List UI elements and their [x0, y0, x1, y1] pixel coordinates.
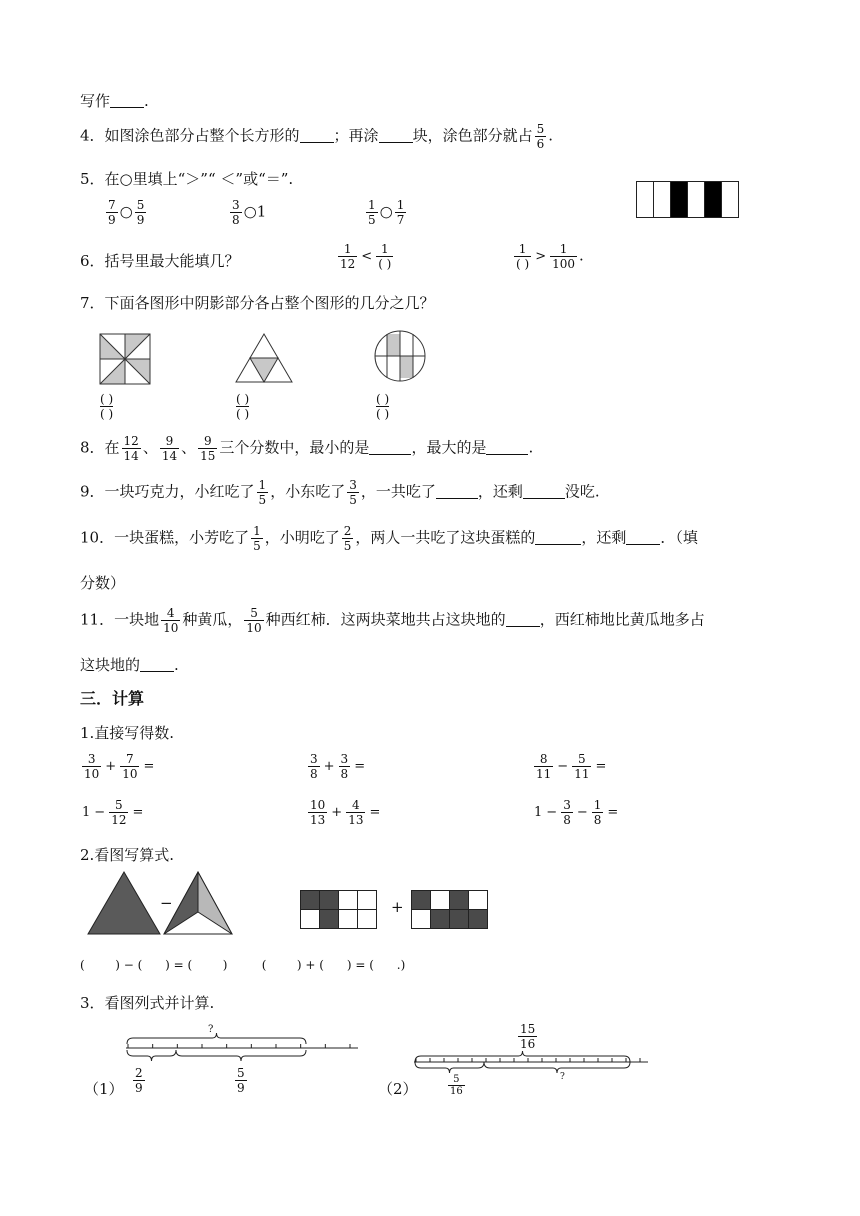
calc-1-expr: $\frac{8}{11}$ − $\frac{5}{11}$ = [536, 752, 607, 781]
brace [127, 1050, 176, 1061]
question-9: 9．一块巧克力，小红吃了 $\frac{1}{5}$ ，小东吃了 $\frac{3}{5}$ ，一共吃了 ，还剩 没吃. [80, 478, 600, 507]
answer-blank[interactable] [506, 612, 540, 627]
calc-1-expr: 1 − $\frac{5}{12}$ = [82, 798, 144, 827]
blank-cell [654, 182, 671, 218]
fraction: $\frac{9}{14}$ [161, 434, 178, 463]
calc-2-title: 2.看图写算式. [80, 846, 175, 864]
grid-figure-1 [300, 890, 377, 929]
fraction: $\frac{12}{14}$ [123, 434, 139, 463]
q7-answer-2[interactable]: ( ) ( ) [236, 392, 250, 421]
q3-tail: 写作 . [80, 92, 149, 110]
fraction: $\frac{5}{9}$ [136, 198, 145, 227]
answer-blank[interactable] [523, 484, 565, 499]
q6-expr-1: $\frac{1}{12}$ < $\frac{1}{( )}$ [340, 242, 392, 271]
q7-answer-3[interactable]: ( ) ( ) [376, 392, 390, 421]
blank-cell [339, 891, 358, 910]
fraction: $\frac{1}{7}$ [396, 198, 405, 227]
fraction-label: $\frac{5}{16}$ [450, 1074, 463, 1097]
compare-circle[interactable]: ○ [379, 202, 393, 221]
question-7-prompt: 7．下面各图形中阴影部分各占整个图形的几分之几？ [80, 294, 435, 312]
plus-sign: + [391, 898, 404, 916]
brace [415, 1062, 484, 1073]
question-4: 4．如图涂色部分占整个长方形的 ；再涂 块，涂色部分就占 $\frac{5}{6}$ . [80, 122, 553, 151]
brace [127, 1033, 306, 1044]
number-line-1 [126, 1026, 362, 1060]
calc-1-expr: $\frac{3}{8}$ + $\frac{3}{8}$ = [310, 752, 366, 781]
question-11: 11．一块地 $\frac{4}{10}$ 种黄瓜， $\frac{5}{10}$ 种西红柿．这两块菜地共占这块地的 ，西红柿地比黄瓜地多占 [80, 606, 705, 635]
answer-blank[interactable] [369, 440, 411, 455]
fraction: $\frac{7}{9}$ [108, 198, 116, 227]
shaded-triangle-figure [88, 872, 160, 934]
shaded-cell [412, 891, 431, 910]
blank-cell [722, 182, 739, 218]
shaded-cell [671, 182, 688, 218]
question-6-prompt: 6．括号里最大能填几？ [80, 252, 240, 270]
q5-item-2: $\frac{3}{8}$ ○1 [232, 198, 267, 227]
q5-item-1 [104, 198, 148, 227]
fraction: $\frac{1}{12}$ [340, 242, 356, 271]
blank-cell [637, 182, 654, 218]
q5-item-3 [364, 198, 408, 227]
calc-2-answer-line[interactable]: ( ) − ( ) = ( ) ( ) + ( ) = ( .) [80, 958, 406, 972]
square-pinwheel-figure [100, 334, 150, 384]
question-mark: ? [560, 1072, 565, 1082]
fraction-label: $\frac{5}{9}$ [237, 1066, 245, 1095]
blank-cell [358, 910, 377, 929]
blank-cell [412, 910, 431, 929]
shaded-cell [301, 891, 320, 910]
fraction: $\frac{1}{5}$ [253, 524, 261, 553]
answer-blank[interactable] [140, 657, 174, 672]
fraction: $\frac{5}{10}$ [246, 606, 262, 635]
calc-3-title: 3．看图列式并计算. [80, 994, 215, 1012]
answer-blank[interactable] [626, 530, 660, 545]
compare-circle[interactable]: ○ [243, 202, 257, 221]
fraction: $\frac{2}{5}$ [343, 524, 352, 553]
answer-blank[interactable] [110, 93, 144, 108]
fraction: $\frac{9}{15}$ [200, 434, 216, 463]
fraction-label: $\frac{2}{9}$ [135, 1066, 143, 1095]
diagram-1-label: （1） [84, 1080, 124, 1098]
section-3-title: 三．计算 [80, 689, 145, 708]
q7-answer-1[interactable]: ( ) ( ) [100, 392, 114, 421]
blank-cell [431, 891, 450, 910]
shaded-cell [450, 891, 469, 910]
circle-figure [374, 330, 426, 382]
diagram-2-label: （2） [378, 1080, 418, 1098]
fraction: $\frac{3}{5}$ [349, 478, 357, 507]
question-mark: ? [208, 1024, 214, 1035]
brace [176, 1050, 306, 1061]
answer-blank[interactable] [300, 128, 334, 143]
shaded-rectangle-strip [636, 181, 739, 218]
shaded-cell [320, 910, 339, 929]
fraction: $\frac{1}{5}$ [368, 198, 376, 227]
fraction-blank-denominator[interactable]: $\frac{1}{( )}$ [516, 242, 530, 271]
answer-blank[interactable] [535, 530, 581, 545]
blank-cell [358, 891, 377, 910]
question-10-line2: 分数） [80, 574, 126, 592]
question-10: 10．一块蛋糕，小芳吃了 $\frac{1}{5}$ ，小明吃了 $\frac{2}{5}$ ，两人一共吃了这块蛋糕的 ，还剩 ．（填 [80, 524, 698, 553]
blank-cell [469, 891, 488, 910]
shaded-cell [705, 182, 722, 218]
question-11-line2: 这块地的 . [80, 656, 179, 674]
fraction-blank-denominator[interactable]: $\frac{1}{( )}$ [378, 242, 392, 271]
shaded-cell [469, 910, 488, 929]
answer-blank[interactable] [436, 484, 478, 499]
fraction: $\frac{3}{8}$ [232, 198, 240, 227]
answer-blank[interactable] [379, 128, 413, 143]
brace [484, 1062, 630, 1073]
fraction-label: $\frac{15}{16}$ [520, 1022, 536, 1051]
calc-1-expr: 1 − $\frac{3}{8}$ − $\frac{1}{8}$ = [534, 798, 619, 827]
calc-1-expr: $\frac{3}{10}$ + $\frac{7}{10}$ = [84, 752, 155, 781]
q6-expr-2: $\frac{1}{( )}$ > $\frac{1}{100}$ . [516, 242, 584, 271]
triangle-figure [236, 334, 292, 382]
question-5-prompt: 5．在○里填上“＞”“ ＜”或“＝”. [80, 170, 294, 188]
fraction: $\frac{1}{5}$ [258, 478, 267, 507]
answer-blank[interactable] [486, 440, 528, 455]
question-8: 8．在 $\frac{12}{14}$ 、 $\frac{9}{14}$ 、 $\frac{9}{15}$ 三个分数中，最小的是 ，最大的是 . [80, 434, 534, 463]
blank-cell [688, 182, 705, 218]
fraction: $\frac{4}{10}$ [163, 606, 179, 635]
grid-figure-2 [411, 890, 488, 929]
shaded-cell [450, 910, 469, 929]
fraction: $\frac{1}{100}$ [552, 242, 575, 271]
blank-cell [339, 910, 358, 929]
shaded-cell [320, 891, 339, 910]
fraction: $\frac{5}{6}$ [536, 122, 545, 151]
compare-circle[interactable]: ○ [119, 202, 133, 221]
blank-cell [301, 910, 320, 929]
partly-shaded-triangle-figure [164, 872, 232, 934]
minus-sign: − [160, 894, 173, 912]
calc-1-title: 1.直接写得数. [80, 724, 175, 742]
shaded-cell [431, 910, 450, 929]
calc-1-expr: $\frac{10}{13}$ + $\frac{4}{13}$ = [310, 798, 381, 827]
